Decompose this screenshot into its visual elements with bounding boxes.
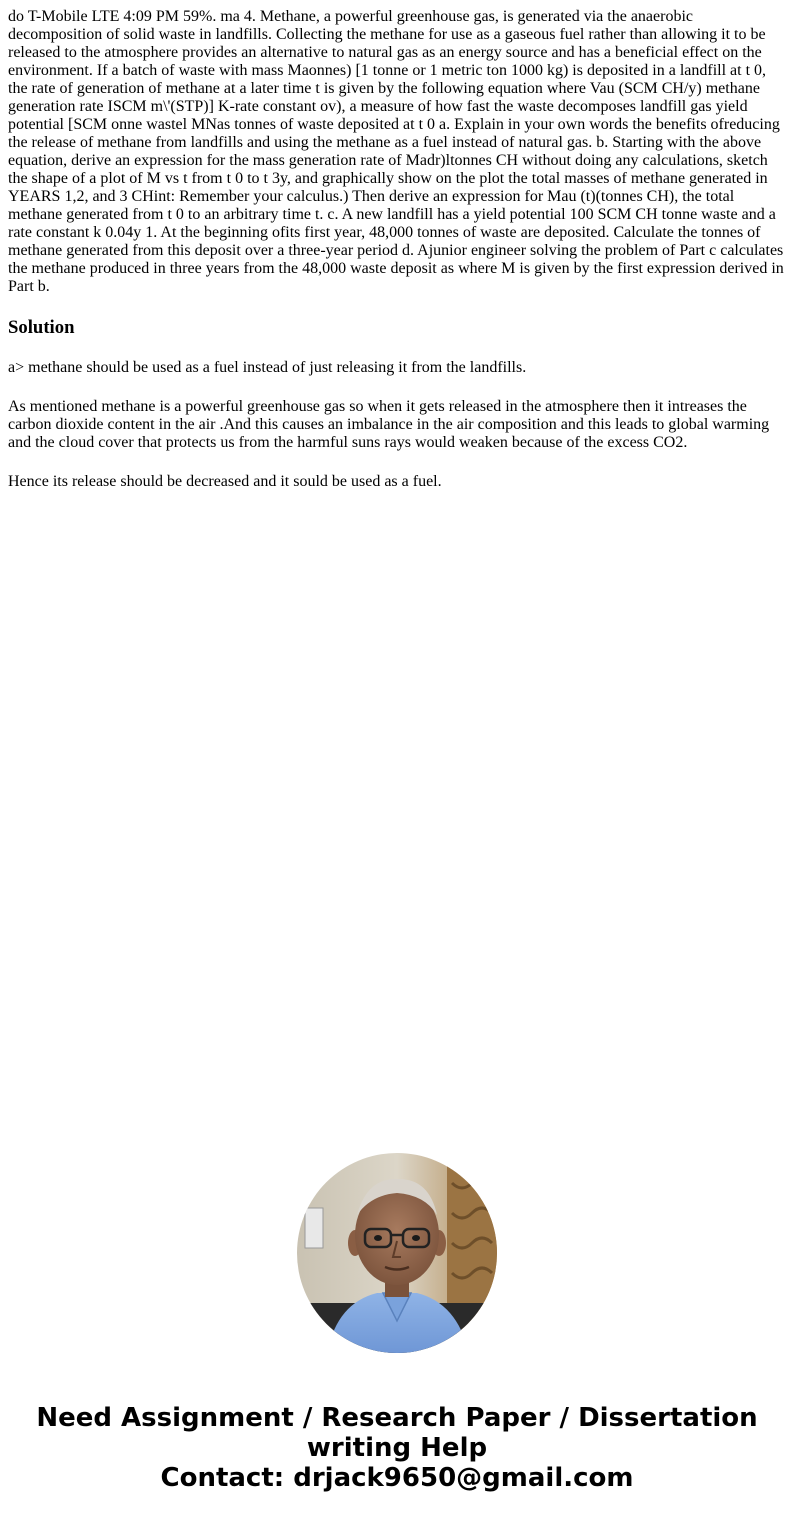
promo-banner	[0, 1403, 794, 1493]
solution-paragraph-1: a> methane should be used as a fuel instead of just releasing it from the landfills.	[8, 359, 527, 376]
promo-line-2: writing Help	[306, 1433, 488, 1463]
question-text: do T-Mobile LTE 4:09 PM 59%. ma 4. Methane, a powerful greenhouse gas, is generated via the anaerobic decomposition of solid waste in landfills. Collecting the methane for use as a gaseous fuel rather than allowing it to be released to the atmosphere provides an alternative to natural gas as an energy source and has a beneficial effect on the environment. If a batch of waste with mass Maonnes) [1 tonne or 1 metric ton 1000 kg) is deposited in a landfill at t 0, the rate of generation of methane at a later time t is given by the following equation where Vau (SCM CH/y) methane generation rate ISCM m\'(STP)] K-rate constant ov), a measure of how fast the waste decomposes landfill gas yield potential [SCM onne wastel MNas tonnes of waste deposited at t 0 a. Explain in your own words the benefits ofreducing the release of methane from landfills and using the methane as a fuel instead of natural gas. b. Starting with the above equation, derive an expression for the mass generation rate of Madr)ltonnes CH without doing any calculations, sketch the shape of a plot of M vs t from t 0 to t 3y, and graphically show on the plot the total masses of methane generated in YEARS 1,2, and 3 CHint: Remember your calculus.) Then derive an expression for Mau (t)(tonnes CH), the total methane generated from t 0 to an arbitrary time t. c. A new landfill has a yield potential 100 SCM CH tonne waste and a rate constant k 0.04y 1. At the beginning ofits first year, 48,000 tonnes of waste are deposited. Calculate the tonnes of methane generated from this deposit over a three-year period d. Ajunior engineer solving the problem of Part c calculates the methane produced in three years from the 48,000 waste deposit as where M is given by the first expression derived in Part b.	[8, 8, 784, 295]
solution-paragraph-2: As mentioned methane is a powerful greenhouse gas so when it gets released in the atmosphere then it intreases the carbon dioxide content in the air .And this causes an imbalance in the air composition and this leads to global warming and the cloud cover that protects us from the harmful suns rays would weaken because of the excess CO2.	[8, 398, 770, 451]
solution-heading: Solution	[8, 317, 75, 338]
avatar-portrait	[297, 1153, 497, 1353]
promo-contact: Contact: drjack9650@gmail.com	[160, 1463, 634, 1493]
tutor-avatar	[297, 1153, 497, 1353]
document-body	[8, 8, 786, 491]
promo-line-1: Need Assignment / Research Paper / Dissertation	[36, 1403, 758, 1433]
solution-paragraph-3: Hence its release should be decreased and it sould be used as a fuel.	[8, 473, 442, 490]
